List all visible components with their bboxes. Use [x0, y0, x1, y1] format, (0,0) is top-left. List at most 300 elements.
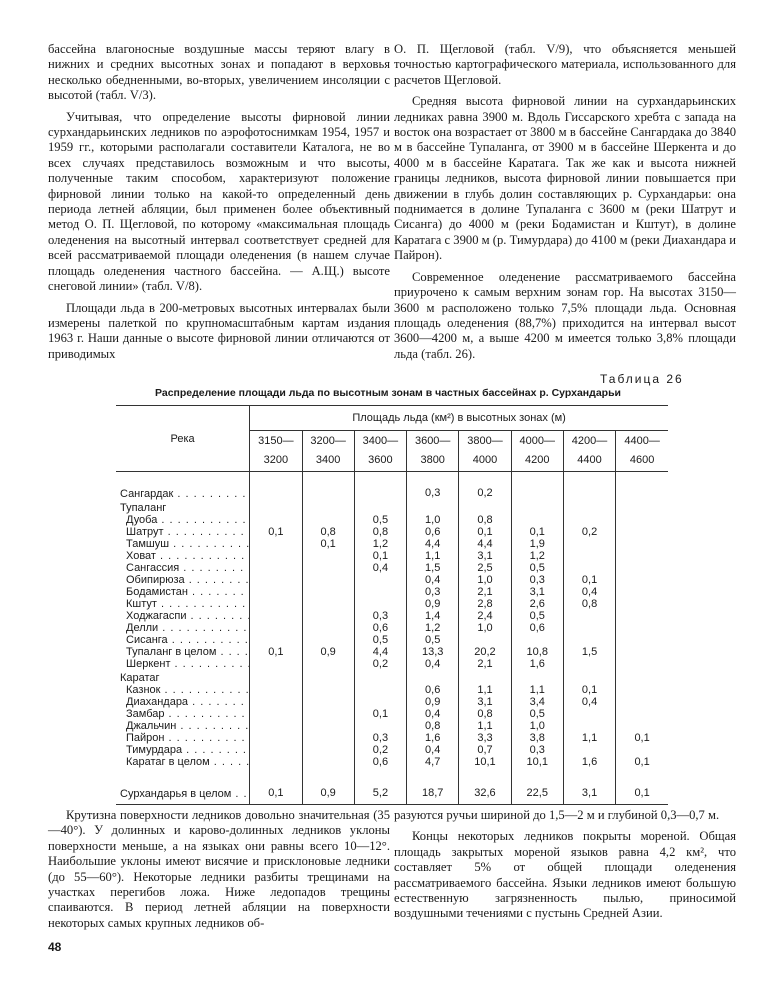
river-name: [116, 782, 250, 805]
paragraph: Учитывая, что определение высоты фирновой линии сурхандарьинских ледников по аэрофотоснимкам 1954, 1957 и 1959 гг., которыми располагали составители Каталога, не во всех случаях представилось возможным и что высоты, полученные таким способом, характеризуют положение фирновой линии только на какой-то определенный день периода летней абляции, был применен более объективный метод О. П. Щегловой, по которому «максимальная площадь оледенения на высотный интервал соответствует средней для всей рассматриваемой площади оледенения (в нашем случае площадь оледенения частного бассейна. — А.Щ.) высоте снеговой линии» (табл. V/8).: [48, 109, 390, 294]
area-value: 0,1: [250, 526, 302, 538]
area-value: 1,1: [459, 720, 511, 732]
area-value: 1,2: [407, 622, 459, 634]
area-value: 0,3: [354, 732, 406, 744]
area-value: [302, 670, 354, 684]
area-value: [616, 708, 668, 720]
area-value: 0,6: [407, 684, 459, 696]
area-value: 0,6: [354, 756, 406, 768]
area-value: [616, 538, 668, 550]
area-value: [302, 696, 354, 708]
area-value: [302, 708, 354, 720]
area-value: [616, 514, 668, 526]
area-value: 0,8: [354, 526, 406, 538]
area-value: 0,8: [407, 720, 459, 732]
area-value: [459, 634, 511, 646]
area-value: 0,2: [563, 526, 615, 538]
river-name: [116, 670, 250, 684]
river-name-text: Пайрон . . .: [126, 732, 250, 744]
table-row: [116, 538, 668, 550]
area-value: 0,5: [511, 610, 563, 622]
river-name-text: Тамшуш . . .: [126, 538, 250, 550]
area-value: 0,3: [407, 586, 459, 598]
river-name-text: Ховат . . .: [126, 550, 250, 562]
table-row: [116, 622, 668, 634]
area-value: [616, 670, 668, 684]
area-value: [563, 500, 615, 514]
area-value: [616, 658, 668, 670]
area-value: [354, 486, 406, 500]
zone-from: 4000—: [519, 435, 555, 447]
area-value: [250, 658, 302, 670]
area-value: [616, 696, 668, 708]
area-value: 0,4: [354, 562, 406, 574]
river-name-text: Делли . . .: [126, 622, 250, 634]
area-value: 0,7: [459, 744, 511, 756]
page-number: 48: [48, 940, 62, 954]
area-value: [563, 708, 615, 720]
area-value: [511, 634, 563, 646]
area-value: 4,4: [407, 538, 459, 550]
zone-to: 3800: [420, 454, 445, 466]
area-value: [250, 610, 302, 622]
area-value: [302, 500, 354, 514]
river-name: [116, 720, 250, 732]
area-value: [563, 514, 615, 526]
area-value: [354, 696, 406, 708]
table-row: [116, 634, 668, 646]
area-value: 3,4: [511, 696, 563, 708]
spacer-cell: [302, 768, 354, 782]
zone-to: 4000: [472, 454, 498, 466]
zone-header: [511, 431, 563, 472]
table-row: [116, 708, 668, 720]
table-row: [116, 598, 668, 610]
area-value: 1,0: [459, 622, 511, 634]
spacer-cell: [511, 472, 563, 487]
area-value: [616, 586, 668, 598]
area-value: [459, 670, 511, 684]
area-value: [563, 622, 615, 634]
area-value: [250, 696, 302, 708]
river-name: [116, 586, 250, 598]
river-name-text: Бодамистан . . .: [126, 586, 250, 598]
area-group-header: Площадь льда (км²) в высотных зонах (м): [250, 406, 668, 431]
area-value: 0,8: [563, 598, 615, 610]
river-name-text: Диахандара . . .: [126, 696, 250, 708]
area-value: [616, 622, 668, 634]
river-name-text: Сангассия . . .: [126, 562, 250, 574]
river-name-text: Сисанга . . .: [126, 634, 250, 646]
river-name-text: Ходжагаспи . . .: [126, 610, 250, 622]
area-value: 10,1: [459, 756, 511, 768]
area-value: [354, 598, 406, 610]
area-value: [616, 562, 668, 574]
area-value: [354, 574, 406, 586]
zone-header: [459, 431, 511, 472]
table-body: [116, 472, 668, 805]
spacer-cell: [407, 768, 459, 782]
paragraph: бассейна влагоносные воздушные массы теряют влагу в нижних и средних высотных зонах и попадают в верховья несколько обедненными, во-вторых, увеличением инсоляции с высотой (табл. V/3).: [48, 42, 390, 103]
area-value: [563, 486, 615, 500]
area-value: 3,1: [563, 782, 615, 805]
table-row: [116, 514, 668, 526]
area-value: 0,4: [407, 708, 459, 720]
river-name-text: Каратаг в целом . . .: [126, 756, 250, 768]
area-value: 1,5: [407, 562, 459, 574]
table-row: [116, 684, 668, 696]
area-value: [302, 658, 354, 670]
text-column-top-left: [48, 42, 390, 362]
area-value: 0,8: [459, 514, 511, 526]
area-value: [563, 658, 615, 670]
river-name: [116, 658, 250, 670]
area-value: 1,6: [511, 658, 563, 670]
area-value: 0,5: [511, 562, 563, 574]
table-row: [116, 486, 668, 500]
river-name-text: Шатрут . . .: [126, 526, 250, 538]
spacer-cell: [616, 472, 668, 487]
zone-from: 3200—: [310, 435, 346, 447]
area-value: [250, 732, 302, 744]
area-value: 5,2: [354, 782, 406, 805]
area-value: 0,9: [302, 646, 354, 658]
zone-header: [354, 431, 406, 472]
paragraph: Площади льда в 200-метровых высотных интервалах были измерены палеткой по крупномасштабным картам издания 1963 г. Наши данные о высоте фирновой линии отличаются от приводимых: [48, 300, 390, 361]
spacer-cell: [563, 768, 615, 782]
river-name-text: Кштут . . .: [126, 598, 250, 610]
area-value: [354, 684, 406, 696]
text-column-bottom-right: [394, 808, 736, 922]
river-name: [116, 696, 250, 708]
area-value: 0,4: [407, 744, 459, 756]
area-value: [354, 720, 406, 732]
area-value: [302, 684, 354, 696]
spacer-cell: [354, 768, 406, 782]
area-value: [563, 634, 615, 646]
zone-to: 3600: [368, 454, 393, 466]
river-column-header: Река: [116, 406, 250, 472]
river-name-text: Каратаг: [120, 672, 160, 684]
area-value: [302, 756, 354, 768]
table-number: Таблица 26: [600, 372, 684, 386]
area-value: 0,6: [407, 526, 459, 538]
area-value: [459, 500, 511, 514]
area-value: [511, 486, 563, 500]
zone-header: [407, 431, 459, 472]
river-name-text: Дуоба . . .: [126, 514, 250, 526]
area-value: [302, 550, 354, 562]
zone-header: [302, 431, 354, 472]
area-value: [563, 744, 615, 756]
river-name: [116, 610, 250, 622]
area-value: [302, 732, 354, 744]
area-value: [563, 610, 615, 622]
area-value: 20,2: [459, 646, 511, 658]
area-value: [302, 720, 354, 732]
area-value: 0,5: [354, 634, 406, 646]
area-value: 0,8: [302, 526, 354, 538]
area-value: 1,9: [511, 538, 563, 550]
area-value: 32,6: [459, 782, 511, 805]
area-value: [250, 670, 302, 684]
area-value: 1,1: [511, 684, 563, 696]
area-value: 0,5: [354, 514, 406, 526]
area-value: [563, 538, 615, 550]
area-value: [250, 756, 302, 768]
area-value: 1,6: [407, 732, 459, 744]
area-value: 0,2: [354, 744, 406, 756]
area-value: 4,4: [459, 538, 511, 550]
area-value: 0,1: [563, 684, 615, 696]
area-value: 0,6: [511, 622, 563, 634]
area-value: 2,1: [459, 658, 511, 670]
river-name: [116, 598, 250, 610]
area-value: 0,1: [563, 574, 615, 586]
river-name: [116, 684, 250, 696]
area-value: 3,3: [459, 732, 511, 744]
river-name-text: Тупаланг: [120, 502, 167, 514]
area-value: [250, 562, 302, 574]
area-value: [250, 574, 302, 586]
area-value: 1,1: [563, 732, 615, 744]
spacer-cell: [116, 768, 250, 782]
zone-from: 4200—: [571, 435, 608, 447]
area-value: [563, 562, 615, 574]
spacer-cell: [116, 472, 250, 487]
table-row: [116, 574, 668, 586]
area-value: 0,3: [407, 486, 459, 500]
area-value: 0,1: [250, 782, 302, 805]
river-name: [116, 756, 250, 768]
area-value: 3,1: [459, 696, 511, 708]
zone-from: 4400—: [624, 435, 660, 447]
area-value: [302, 562, 354, 574]
river-name: [116, 514, 250, 526]
spacer-cell: [250, 472, 302, 487]
table-row: [116, 646, 668, 658]
area-value: 1,2: [511, 550, 563, 562]
area-value: [354, 500, 406, 514]
area-value: [250, 622, 302, 634]
table-row: [116, 526, 668, 538]
area-value: 3,8: [511, 732, 563, 744]
area-value: [302, 574, 354, 586]
area-value: [563, 550, 615, 562]
area-value: 0,1: [354, 550, 406, 562]
area-value: [616, 574, 668, 586]
river-name: [116, 538, 250, 550]
area-value: 1,4: [407, 610, 459, 622]
zone-to: 3200: [263, 454, 289, 466]
area-value: 1,0: [459, 574, 511, 586]
river-name-text: Сурхандарья в целом . . .: [120, 788, 250, 800]
river-name: [116, 562, 250, 574]
text-column-bottom-left: [48, 808, 390, 931]
spacer-row: [116, 472, 668, 487]
paragraph: Средняя высота фирновой линии на сурхандарьинских ледниках равна 3900 м. Вдоль Гиссарского хребта с запада на восток она возрастает от 3800 м в бассейне Сангардака до 3840 м в бассейне Тупаланга, от 3900 м в бассейне Шеркента и до 4000 м в бассейне Каратага. Так же как и высота нижней границы ледников, высота фирновой линии повышается при движении в глубь долин составляющих р. Сурхандарьи: она поднимается в долине Тупаланга с 3600 м (реки Шатрут и Сисанга) до 4000 м (реки Бодамистан и Кштут), в долине Каратага с 3900 м (р. Тимурдара) до 4100 м (реки Диахандара и Пайрон).: [394, 94, 736, 263]
area-value: 0,1: [354, 708, 406, 720]
river-name: [116, 708, 250, 720]
table-row: [116, 586, 668, 598]
area-value: [250, 586, 302, 598]
spacer-cell: [459, 472, 511, 487]
river-name-text: Замбар . . .: [126, 708, 250, 720]
ice-area-table: [116, 405, 668, 805]
area-value: [302, 622, 354, 634]
area-value: 1,1: [407, 550, 459, 562]
area-value: 3,1: [459, 550, 511, 562]
area-value: 0,1: [250, 646, 302, 658]
paragraph: Крутизна поверхности ледников довольно значительная (35—40°). У долинных и карово-долинных ледников уклоны поверхности меньше, а на языках они равны всего 10—12°. Наибольшие уклоны имеют висячие и присклоновые ледники (до 55—60°). Некоторые ледники разбиты трещинами на участках перегибов ложа. Ниже ледопадов трещины спаиваются. В период летней абляции на поверхности некоторых самых крупных ледников об-: [48, 808, 390, 930]
zone-from: 3400—: [362, 435, 399, 447]
table-caption: Распределение площади льда по высотным зонам в частных бассейнах р. Сурхандарьи: [155, 387, 621, 399]
table-row: [116, 562, 668, 574]
area-value: [302, 634, 354, 646]
area-value: [302, 514, 354, 526]
area-value: [250, 744, 302, 756]
area-value: [250, 550, 302, 562]
spacer-cell: [459, 768, 511, 782]
area-value: [354, 586, 406, 598]
area-value: [250, 684, 302, 696]
river-name: [116, 732, 250, 744]
area-value: 4,4: [354, 646, 406, 658]
spacer-cell: [302, 472, 354, 487]
zone-from: 3600—: [414, 435, 451, 447]
area-value: 4,7: [407, 756, 459, 768]
table-row: [116, 500, 668, 514]
area-value: [616, 500, 668, 514]
area-value: 1,0: [511, 720, 563, 732]
area-value: 1,5: [563, 646, 615, 658]
spacer-row: [116, 768, 668, 782]
table-row: [116, 610, 668, 622]
area-value: 0,5: [407, 634, 459, 646]
area-value: 2,6: [511, 598, 563, 610]
area-value: 0,2: [459, 486, 511, 500]
area-value: [616, 486, 668, 500]
area-value: 0,9: [407, 696, 459, 708]
area-value: 1,2: [354, 538, 406, 550]
river-name-text: Тупаланг в целом . . .: [126, 646, 250, 658]
area-value: 0,1: [302, 538, 354, 550]
area-value: 10,8: [511, 646, 563, 658]
table-row: [116, 756, 668, 768]
area-value: [616, 526, 668, 538]
area-value: [302, 610, 354, 622]
area-value: [250, 486, 302, 500]
spacer-cell: [511, 768, 563, 782]
area-value: [250, 598, 302, 610]
area-value: 0,1: [616, 782, 668, 805]
spacer-cell: [250, 768, 302, 782]
zone-to: 3400: [315, 454, 341, 466]
zone-from: 3150—: [258, 435, 294, 447]
river-name: [116, 500, 250, 514]
spacer-cell: [563, 472, 615, 487]
zone-to: 4200: [525, 454, 550, 466]
table-row: [116, 696, 668, 708]
area-value: [616, 550, 668, 562]
area-value: [250, 500, 302, 514]
area-value: 0,8: [459, 708, 511, 720]
river-name: [116, 574, 250, 586]
area-value: 0,4: [563, 696, 615, 708]
area-value: [511, 514, 563, 526]
river-name: [116, 744, 250, 756]
area-value: 0,1: [511, 526, 563, 538]
table-row: [116, 744, 668, 756]
area-value: [250, 720, 302, 732]
river-name: [116, 486, 250, 500]
river-name: [116, 550, 250, 562]
river-name-text: Тимурдара . . .: [126, 744, 250, 756]
river-name: [116, 634, 250, 646]
area-value: 18,7: [407, 782, 459, 805]
area-value: 2,8: [459, 598, 511, 610]
area-value: [616, 610, 668, 622]
zone-header: [616, 431, 668, 472]
area-value: 0,3: [511, 744, 563, 756]
area-value: [616, 684, 668, 696]
area-value: 0,4: [407, 658, 459, 670]
river-name: [116, 526, 250, 538]
area-value: [563, 720, 615, 732]
area-value: 2,1: [459, 586, 511, 598]
area-value: 0,5: [511, 708, 563, 720]
river-name-text: Казнок . . .: [126, 684, 250, 696]
river-name-text: Обипирюза . . .: [126, 574, 250, 586]
river-name: [116, 646, 250, 658]
paragraph: О. П. Щегловой (табл. V/9), что объясняется меньшей точностью картографического материала, использованного для расчетов Щегловой.: [394, 42, 736, 87]
area-value: [250, 634, 302, 646]
table-row: [116, 550, 668, 562]
area-value: 0,1: [634, 732, 650, 744]
river-name-text: Сангардак . . .: [120, 488, 250, 500]
area-value: [302, 486, 354, 500]
zone-header: [250, 431, 302, 472]
area-value: [563, 670, 615, 684]
spacer-cell: [407, 472, 459, 487]
area-value: [511, 500, 563, 514]
area-value: [302, 744, 354, 756]
area-value: 13,3: [407, 646, 459, 658]
area-value: 0,4: [563, 586, 615, 598]
text-column-top-right: [394, 42, 736, 362]
zone-to: 4600: [629, 454, 655, 466]
paragraph: Современное оледенение рассматриваемого бассейна приурочено к самым верхним зонам гор. На высотах 3150—3600 м расположено только 7,5% площади льда. Основная площадь оледенения (88,7%) приходится на интервал высот 3600—4200 м, а выше 4200 м имеется только 3,8% площади льда (табл. 26).: [394, 269, 736, 361]
area-value: [511, 670, 563, 684]
area-value: [407, 500, 459, 514]
area-value: [407, 670, 459, 684]
area-value: [250, 538, 302, 550]
table-row: [116, 782, 668, 805]
table-row: [116, 732, 668, 744]
area-value: 10,1: [511, 756, 563, 768]
area-value: 0,1: [634, 756, 650, 768]
paragraph: разуются ручьи шириной до 1,5—2 м и глубиной 0,3—0,7 м.: [394, 808, 720, 822]
area-value: 0,1: [459, 526, 511, 538]
zone-header: [563, 431, 615, 472]
river-name-text: Шеркент . . .: [126, 658, 250, 670]
area-value: 0,3: [354, 610, 406, 622]
area-value: 0,6: [354, 622, 406, 634]
area-value: [616, 744, 668, 756]
area-value: 0,2: [354, 658, 406, 670]
area-value: [302, 586, 354, 598]
area-value: 2,5: [459, 562, 511, 574]
